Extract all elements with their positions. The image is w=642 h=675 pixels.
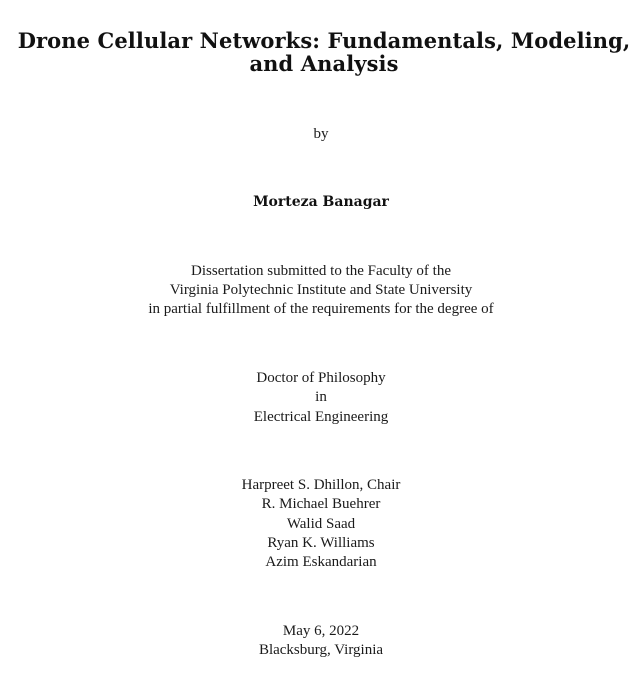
defense-date: May 6, 2022 — [282, 623, 360, 639]
place: Blacksburg, Virginia — [258, 642, 384, 658]
degree-field: Electrical Engineering — [253, 409, 389, 425]
committee-member-chair: Harpreet S. Dhillon, Chair — [241, 477, 401, 493]
submission-line-1: Dissertation submitted to the Faculty of the — [191, 263, 451, 279]
committee-member: Azim Eskandarian — [265, 554, 377, 570]
committee-member: Walid Saad — [286, 516, 356, 532]
degree-connector: in — [315, 389, 327, 405]
by-label: by — [313, 126, 329, 142]
author-name: Morteza Banagar — [253, 194, 389, 210]
committee-member: Ryan K. Williams — [267, 535, 375, 551]
title-line-2: and Analysis — [249, 51, 399, 76]
title-line-1: Drone Cellular Networks: Fundamentals, Modeling, — [17, 28, 631, 53]
submission-line-2: Virginia Polytechnic Institute and State University — [169, 282, 473, 298]
submission-line-3: in partial fulfillment of the requirements for the degree of — [148, 301, 494, 317]
committee-member: R. Michael Buehrer — [261, 496, 381, 512]
degree-name: Doctor of Philosophy — [256, 370, 386, 386]
